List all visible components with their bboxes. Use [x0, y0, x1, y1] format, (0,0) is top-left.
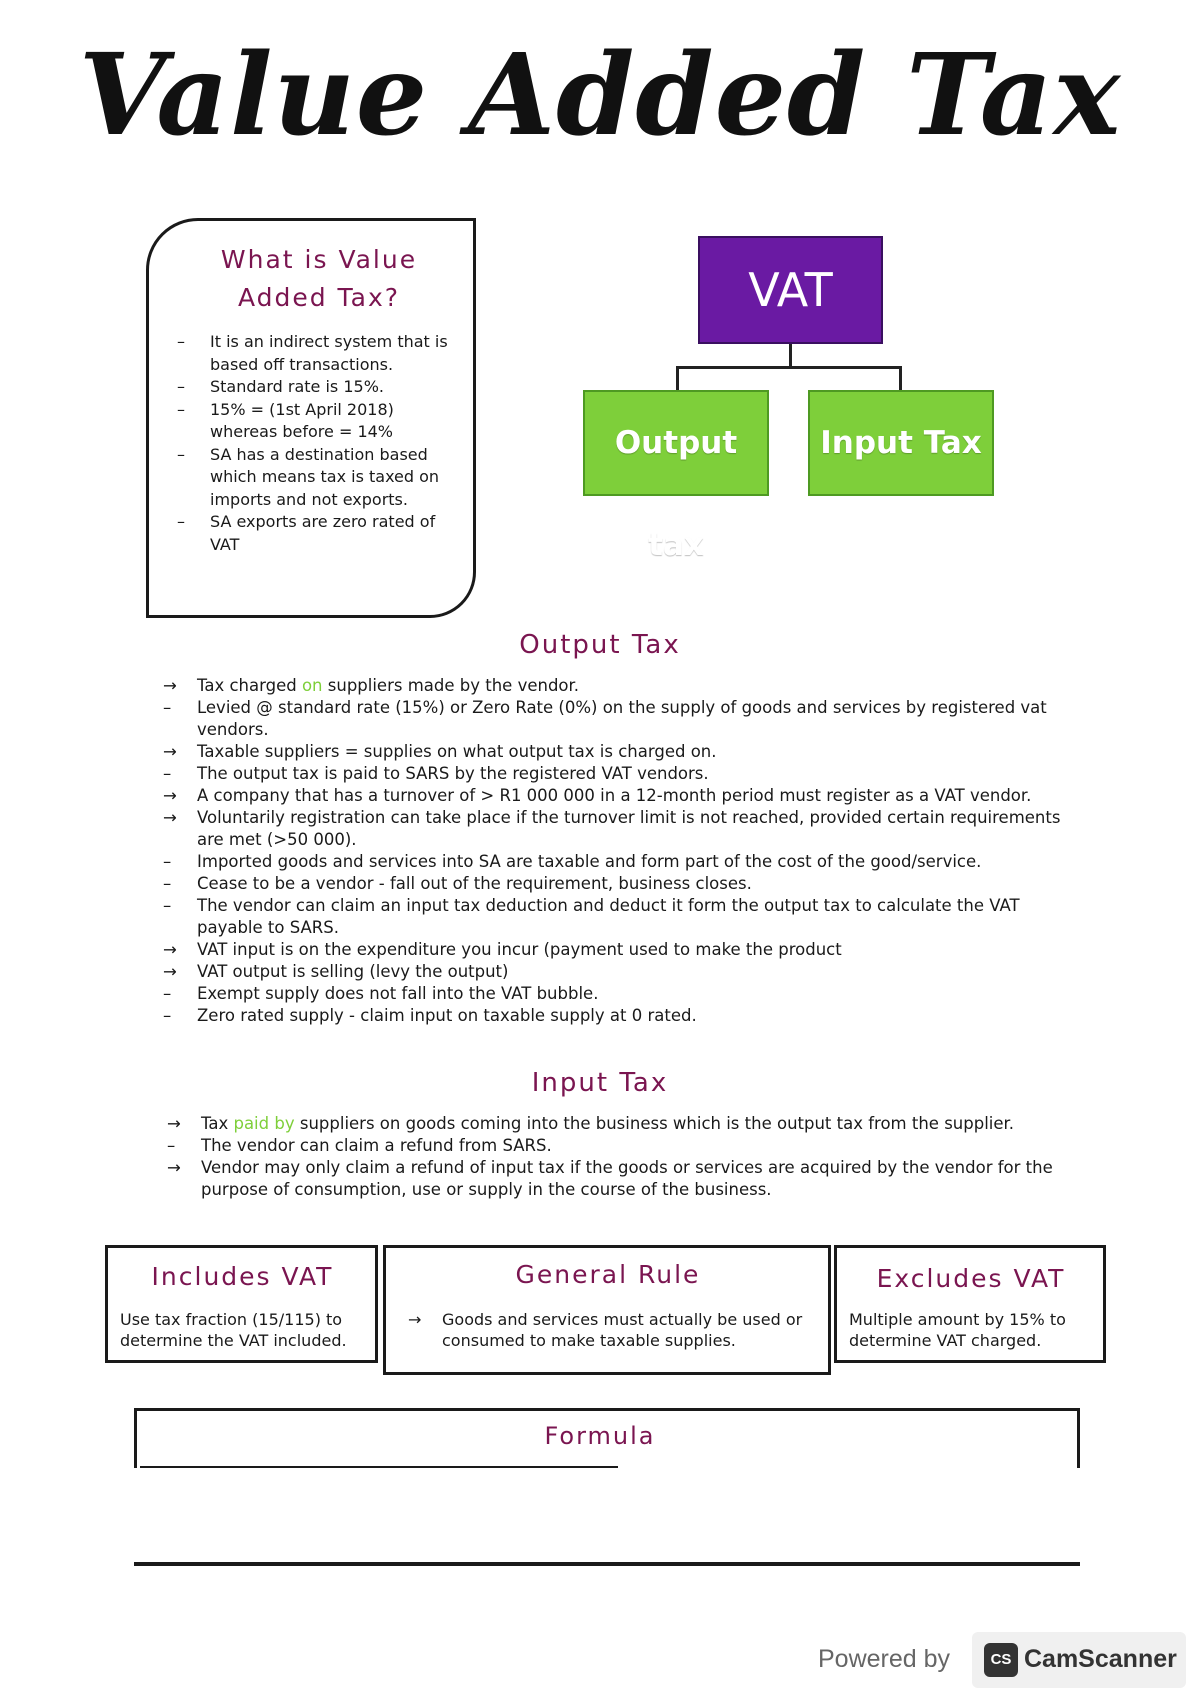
arrow-icon: – [177, 512, 185, 531]
arrow-icon: – [177, 444, 185, 464]
arrow-icon: – [163, 1006, 172, 1025]
general-rule-heading: General Rule [515, 1260, 701, 1289]
arrow-icon: – [163, 896, 172, 915]
output-tax-list [163, 675, 1083, 1027]
list-item: → Vendor may only claim a refund of input tax if the goods or services are acquired by the vendor for the purpose of consumption, use or supply in the course of the business. [167, 1158, 1053, 1199]
what-is-vat-heading: What is Value Added Tax? [220, 245, 418, 312]
list-item: → Tax charged on suppliers made by the vendor. [163, 676, 580, 695]
list-item: – The output tax is paid to SARS by the registered VAT vendors. [163, 764, 709, 783]
what-is-vat-list [177, 331, 455, 556]
formula-bottom-rule [134, 1562, 1080, 1566]
general-rule-text: Goods and services must actually be used or consumed to make taxable supplies. [442, 1310, 803, 1350]
camscanner-icon: CS [984, 1643, 1018, 1677]
arrow-icon: – [163, 698, 172, 717]
arrow-icon: – [177, 377, 185, 396]
list-item: – Levied @ standard rate (15%) or Zero Rate (0%) on the supply of goods and services by registered vat vendors. [163, 698, 1047, 739]
camscanner-brand: CamScanner [1024, 1645, 1177, 1673]
list-item: → Tax paid by suppliers on goods coming into the business which is the output tax from the supplier. [167, 1114, 1015, 1133]
formula-underline [140, 1466, 618, 1468]
arrow-icon: → [167, 1114, 181, 1133]
list-item: – 15% = (1st April 2018) whereas before = 14% [177, 399, 394, 441]
list-item: – SA exports are zero rated of VAT [177, 512, 436, 554]
arrow-icon: – [167, 1136, 176, 1155]
list-item: – SA has a destination based which means tax is taxed on imports and not exports. [177, 444, 440, 509]
connector-line [676, 366, 679, 390]
excludes-vat-box [834, 1245, 1106, 1363]
arrow-icon: → [163, 676, 177, 695]
input-tax-node: Input Tax [808, 390, 994, 496]
list-item: – Standard rate is 15%. [177, 376, 455, 399]
list-item: – The vendor can claim an input tax deduction and deduct it form the output tax to calculate the VAT payable to SARS. [163, 896, 1020, 937]
list-item: – Cease to be a vendor - fall out of the requirement, business closes. [163, 874, 752, 893]
general-rule-item [408, 1309, 808, 1351]
connector-line [789, 344, 792, 368]
arrow-icon: – [177, 332, 185, 351]
input-tax-list [167, 1113, 1077, 1201]
connector-line [676, 366, 902, 369]
excludes-vat-text: Multiple amount by 15% to determine VAT charged. [849, 1310, 1066, 1350]
powered-by-label: Powered by [818, 1645, 951, 1673]
general-rule-box [383, 1245, 831, 1375]
output-tax-heading: Output Tax [519, 630, 681, 660]
list-item: → A company that has a turnover of > R1 000 000 in a 12-month period must register as a VAT vendor. [163, 786, 1032, 805]
list-item: – Exempt supply does not fall into the VAT bubble. [163, 984, 599, 1003]
list-item: → Voluntarily registration can take place if the turnover limit is not reached, provided certain requirements are met (>50 000). [163, 808, 1061, 849]
page-title: Value Added Tax [78, 30, 1122, 161]
list-item: → VAT output is selling (levy the output) [163, 962, 509, 981]
includes-vat-heading: Includes VAT [151, 1262, 334, 1291]
output-tax-node: Output tax [583, 390, 769, 496]
list-item: – Zero rated supply - claim input on taxable supply at 0 rated. [163, 1006, 697, 1025]
arrow-icon: – [163, 874, 172, 893]
vat-root-node: VAT [698, 236, 883, 344]
arrow-icon: → [163, 786, 177, 805]
arrow-icon: → [167, 1158, 181, 1177]
arrow-icon: → [408, 1310, 422, 1329]
arrow-icon: → [163, 808, 177, 827]
arrow-icon: – [163, 852, 172, 871]
arrow-icon: – [177, 399, 185, 419]
arrow-icon: → [163, 940, 177, 959]
arrow-icon: – [163, 764, 172, 783]
includes-vat-box [105, 1245, 378, 1363]
list-item: → Taxable suppliers = supplies on what output tax is charged on. [163, 742, 717, 761]
excludes-vat-heading: Excludes VAT [876, 1264, 1066, 1293]
list-item: – The vendor can claim a refund from SARS. [167, 1136, 552, 1155]
list-item: – Imported goods and services into SA are taxable and form part of the cost of the good/service. [163, 852, 982, 871]
what-is-vat-box [146, 218, 476, 618]
input-tax-heading: Input Tax [531, 1068, 669, 1098]
list-item: → VAT input is on the expenditure you incur (payment used to make the product [163, 940, 842, 959]
connector-line [899, 366, 902, 390]
arrow-icon: → [163, 962, 177, 981]
list-item: – It is an indirect system that is based off transactions. [177, 332, 448, 374]
arrow-icon: – [163, 984, 172, 1003]
formula-heading: Formula [544, 1422, 656, 1450]
includes-vat-text: Use tax fraction (15/115) to determine the VAT included. [120, 1310, 347, 1350]
arrow-icon: → [163, 742, 177, 761]
